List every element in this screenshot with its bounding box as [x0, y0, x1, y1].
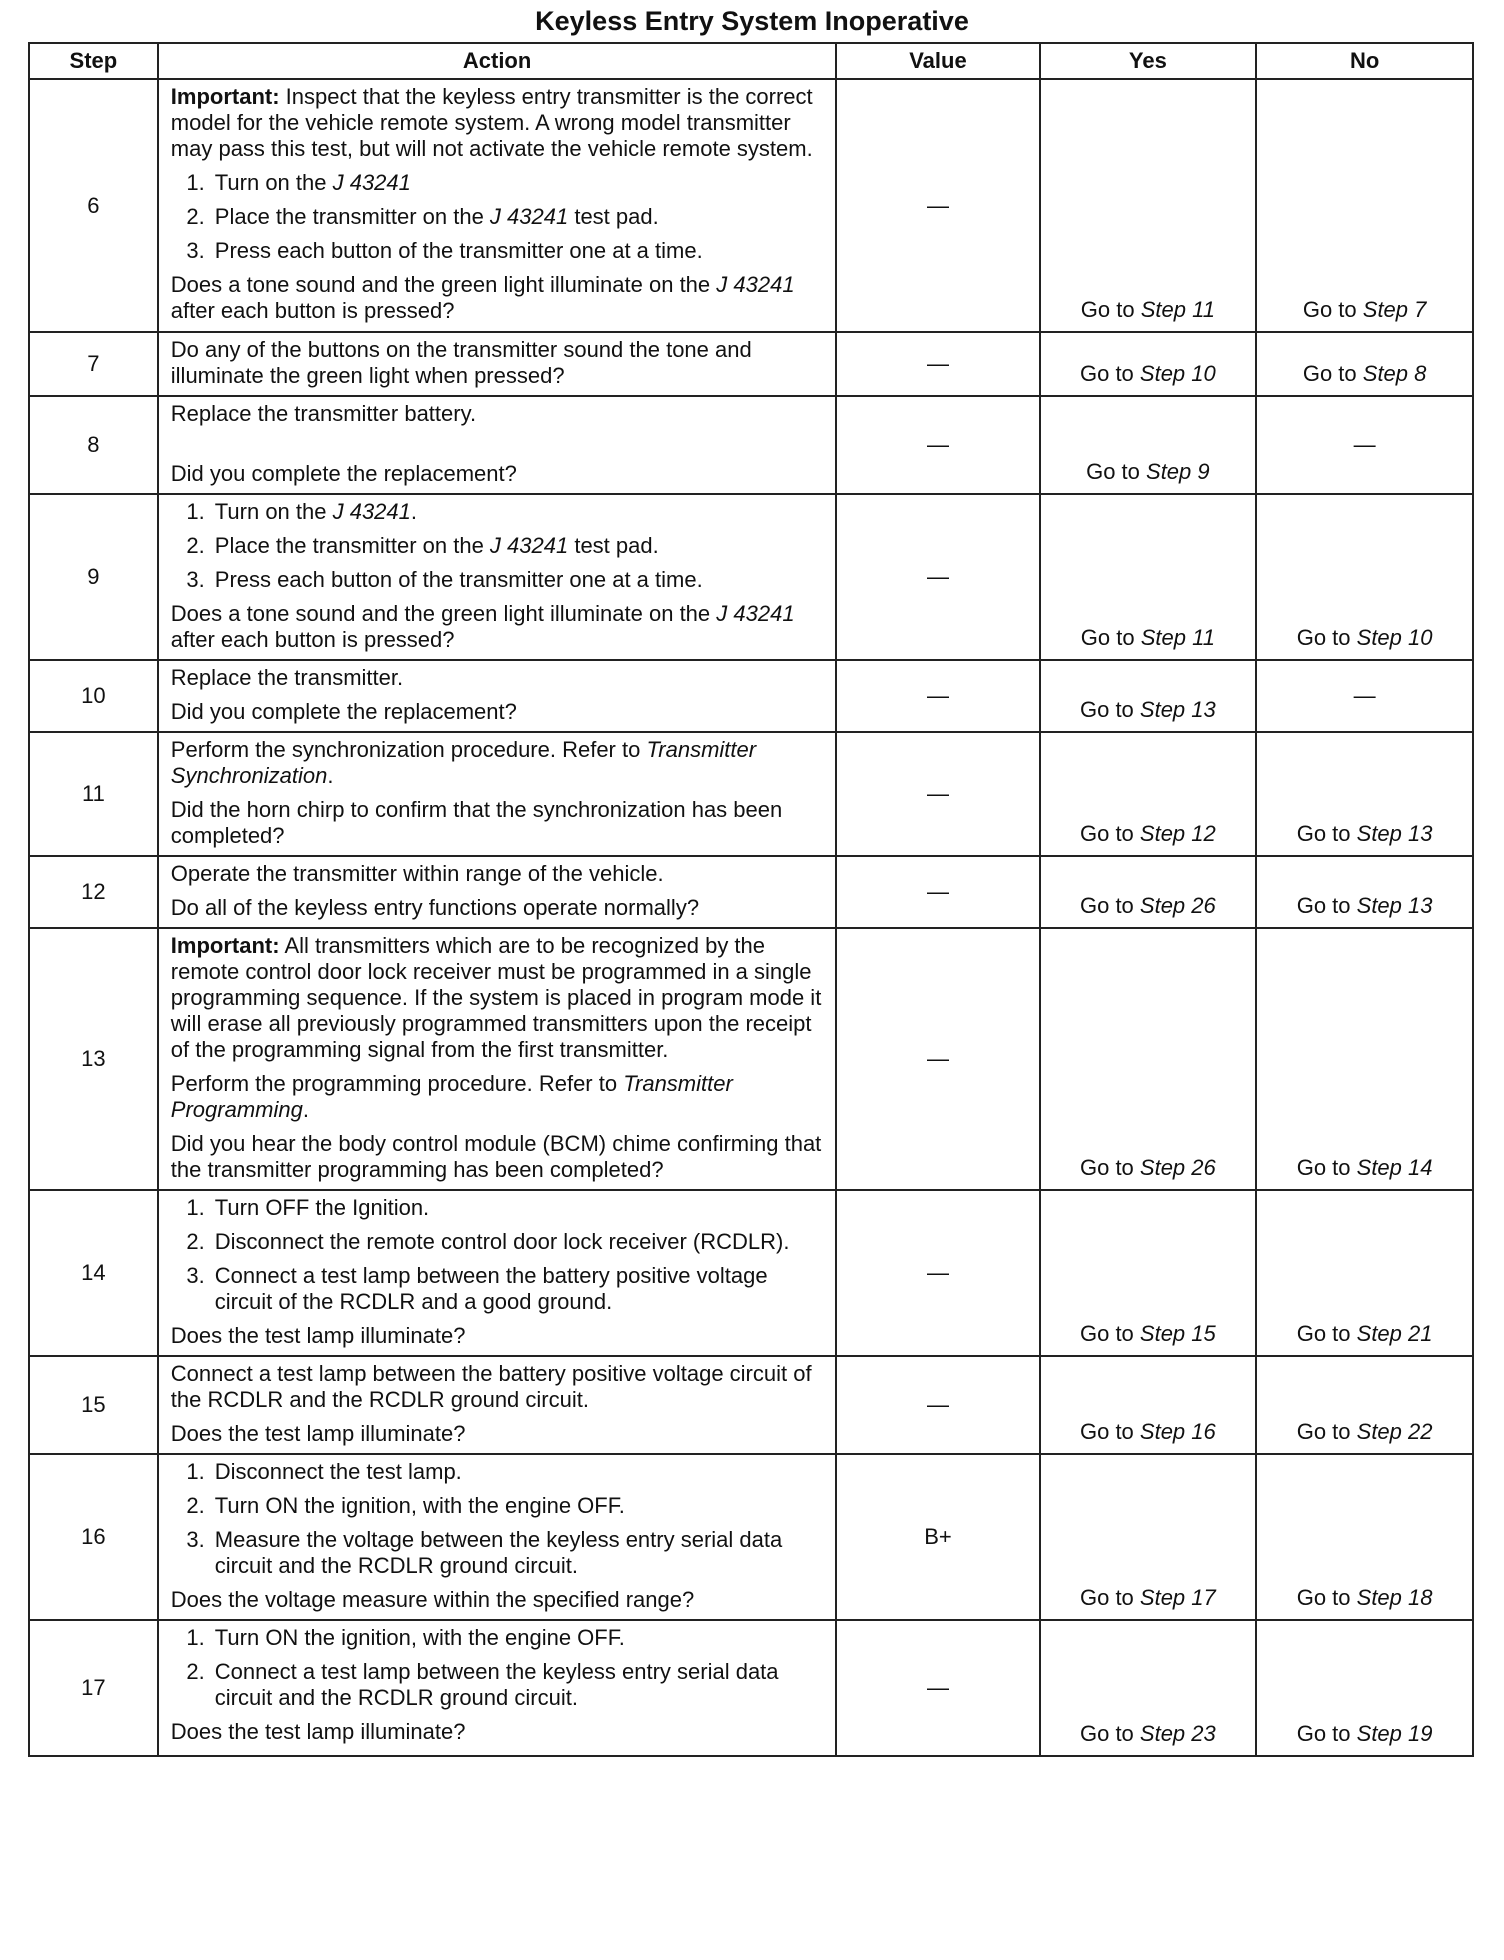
yes-cell [1040, 79, 1257, 332]
go-to-label: Go to [1302, 361, 1363, 386]
go-to-label: Go to [1079, 361, 1140, 386]
go-to-label: Go to [1080, 297, 1141, 322]
go-to-label: Go to [1296, 1419, 1357, 1444]
page-title: Keyless Entry System Inoperative [535, 6, 969, 36]
step-word: Step [1139, 821, 1192, 846]
table-row [29, 1356, 1473, 1454]
no-step-ref: 7 [1414, 297, 1427, 322]
yes-cell [1040, 928, 1257, 1190]
yes-cell [1040, 732, 1257, 856]
question: Does the voltage measure within the specified range? [170, 1587, 695, 1612]
no-step-ref: 13 [1408, 821, 1433, 846]
action-text: Replace the transmitter battery. [170, 401, 477, 426]
important-text: All transmitters which are to be recognized by the remote control door lock receiver must be programmed in a single programming sequence. If the system is placed in program mode it will erase all previously programmed transmitters upon the receipt of the programming signal from the first transmitter. [170, 933, 822, 1062]
no-step-ref: 13 [1408, 893, 1433, 918]
yes-cell [1040, 396, 1257, 494]
step-number: 14 [29, 1190, 158, 1356]
header-value: Value [836, 43, 1039, 79]
no-step-ref: 18 [1408, 1585, 1433, 1610]
list-item [171, 1263, 828, 1315]
yes-cell [1040, 1190, 1257, 1356]
go-to-label: Go to [1296, 1721, 1357, 1746]
important-note [171, 84, 828, 162]
step-number: 10 [29, 660, 158, 732]
value-cell: — [836, 494, 1039, 660]
step-word: Step [1356, 1585, 1409, 1610]
header-action: Action [158, 43, 837, 79]
go-to-label: Go to [1079, 1321, 1140, 1346]
no-step-ref: 19 [1408, 1721, 1433, 1746]
list-number: 2. [186, 1493, 205, 1518]
important-note [171, 933, 828, 1063]
go-to-label: Go to [1296, 893, 1357, 918]
list-item [171, 1659, 828, 1711]
yes-step-ref: 11 [1192, 625, 1215, 650]
list-text: Turn OFF the Ignition. [214, 1195, 430, 1220]
list-number: 1. [186, 1459, 205, 1484]
no-step-ref: 14 [1408, 1155, 1433, 1180]
list-item [171, 567, 828, 593]
diagnostic-table [28, 42, 1474, 1757]
no-cell: — [1256, 660, 1473, 732]
value-cell: — [836, 928, 1039, 1190]
important-label: Important: [170, 84, 280, 109]
list-number: 2. [186, 1229, 205, 1254]
table-row [29, 332, 1473, 396]
step-word: Step [1139, 1321, 1192, 1346]
question-text: Does a tone sound and the green light illuminate on the [170, 272, 717, 297]
yes-step-ref: 13 [1191, 697, 1216, 722]
go-to-label: Go to [1296, 821, 1357, 846]
no-cell [1256, 1620, 1473, 1756]
value-cell: — [836, 1190, 1039, 1356]
table-row [29, 856, 1473, 928]
question: Do all of the keyless entry functions operate normally? [170, 895, 700, 920]
no-cell [1256, 332, 1473, 396]
value-cell: B+ [836, 1454, 1039, 1620]
list-item [171, 204, 828, 230]
no-cell [1256, 1454, 1473, 1620]
list-text: Connect a test lamp between the keyless entry serial data circuit and the RCDLR ground circuit. [214, 1659, 779, 1710]
no-cell [1256, 1190, 1473, 1356]
yes-step-ref: 12 [1191, 821, 1216, 846]
go-to-label: Go to [1079, 1585, 1140, 1610]
go-to-label: Go to [1079, 821, 1140, 846]
action-cell [158, 396, 837, 494]
question: Does the test lamp illuminate? [170, 1323, 466, 1348]
tool-name: J 43241 [489, 204, 569, 229]
important-label: Important: [170, 933, 280, 958]
value-cell: — [836, 79, 1039, 332]
header-row [29, 43, 1473, 79]
go-to-label: Go to [1080, 625, 1141, 650]
step-word: Step [1356, 1155, 1409, 1180]
list-text: test pad. [568, 204, 659, 229]
list-text: Turn ON the ignition, with the engine OFF. [214, 1625, 625, 1650]
no-cell [1256, 856, 1473, 928]
yes-cell [1040, 1356, 1257, 1454]
go-to-label: Go to [1079, 697, 1140, 722]
step-word: Step [1139, 1585, 1192, 1610]
table-row [29, 660, 1473, 732]
step-word: Step [1362, 361, 1415, 386]
no-cell [1256, 79, 1473, 332]
value-cell: — [836, 1620, 1039, 1756]
question: Did you complete the replacement? [170, 699, 517, 724]
step-word: Step [1139, 361, 1192, 386]
value-cell: — [836, 332, 1039, 396]
yes-step-ref: 9 [1197, 459, 1210, 484]
list-item [171, 1229, 828, 1255]
reference-title: Transmitter Synchronization [170, 737, 757, 788]
list-text: Place the transmitter on the [214, 533, 490, 558]
list-text: Disconnect the test lamp. [214, 1459, 462, 1484]
step-number: 7 [29, 332, 158, 396]
question: Did the horn chirp to confirm that the synchronization has been completed? [170, 797, 783, 848]
question: Did you complete the replacement? [170, 461, 517, 486]
action-cell [158, 928, 837, 1190]
action-cell [158, 1190, 837, 1356]
no-step-ref: 21 [1408, 1321, 1433, 1346]
list-number: 1. [186, 170, 205, 195]
yes-cell [1040, 332, 1257, 396]
go-to-label: Go to [1296, 625, 1357, 650]
yes-step-ref: 15 [1191, 1321, 1216, 1346]
question-text: after each button is pressed? [170, 298, 455, 323]
list-item [171, 238, 828, 264]
step-word: Step [1139, 1155, 1192, 1180]
action-text: Connect a test lamp between the battery positive voltage circuit of the RCDLR and the RCDLR ground circuit. [170, 1361, 812, 1412]
go-to-label: Go to [1079, 1419, 1140, 1444]
tool-name: J 43241 [716, 601, 795, 626]
go-to-label: Go to [1302, 297, 1363, 322]
step-number: 16 [29, 1454, 158, 1620]
step-word: Step [1140, 297, 1193, 322]
step-number: 6 [29, 79, 158, 332]
step-word: Step [1146, 459, 1198, 484]
table-row [29, 494, 1473, 660]
go-to-label: Go to [1079, 1721, 1140, 1746]
list-number: 1. [186, 1195, 205, 1220]
question-text: after each button is pressed? [170, 627, 455, 652]
step-number: 9 [29, 494, 158, 660]
important-text: Inspect that the keyless entry transmitter is the correct model for the vehicle remote system. A wrong model transmitter may pass this test, but will not activate the vehicle remote system. [170, 84, 813, 161]
no-step-ref: 10 [1408, 625, 1433, 650]
table-row [29, 1454, 1473, 1620]
value-cell: — [836, 856, 1039, 928]
action-text: . [302, 1097, 309, 1122]
list-number: 3. [186, 567, 205, 592]
step-word: Step [1356, 1721, 1409, 1746]
reference-title: Transmitter Programming [170, 1071, 733, 1122]
action-cell [158, 660, 837, 732]
list-number: 2. [186, 1659, 205, 1684]
yes-cell [1040, 1454, 1257, 1620]
list-text: Turn on the [214, 170, 333, 195]
tool-name: J 43241 [716, 272, 795, 297]
list-item [171, 1459, 828, 1485]
go-to-label: Go to [1296, 1155, 1357, 1180]
step-number: 11 [29, 732, 158, 856]
step-word: Step [1139, 697, 1192, 722]
header-no: No [1256, 43, 1473, 79]
question: Did you hear the body control module (BCM) chime confirming that the transmitter programming has been completed? [170, 1131, 822, 1182]
action-cell [158, 332, 837, 396]
header-yes: Yes [1040, 43, 1257, 79]
no-step-ref: 22 [1408, 1419, 1433, 1444]
list-number: 1. [186, 1625, 205, 1650]
list-item [171, 1625, 828, 1651]
action-cell [158, 732, 837, 856]
question-text: Does a tone sound and the green light illuminate on the [170, 601, 717, 626]
list-number: 1. [186, 499, 205, 524]
action-text: Operate the transmitter within range of the vehicle. [170, 861, 664, 886]
no-cell [1256, 1356, 1473, 1454]
list-number: 2. [186, 204, 205, 229]
list-item [171, 499, 828, 525]
yes-cell [1040, 856, 1257, 928]
question [171, 272, 828, 324]
step-number: 15 [29, 1356, 158, 1454]
yes-step-ref: 16 [1191, 1419, 1216, 1444]
list-item [171, 1527, 828, 1579]
header-step: Step [29, 43, 158, 79]
step-number: 13 [29, 928, 158, 1190]
step-word: Step [1356, 625, 1409, 650]
list-item [171, 1195, 828, 1221]
list-number: 3. [186, 1527, 205, 1552]
step-number: 8 [29, 396, 158, 494]
table-row [29, 79, 1473, 332]
list-text: Press each button of the transmitter one at a time. [214, 567, 703, 592]
list-text: Connect a test lamp between the battery positive voltage circuit of the RCDLR and a good ground. [214, 1263, 768, 1314]
list-text: Turn ON the ignition, with the engine OFF. [214, 1493, 625, 1518]
action-cell [158, 1454, 837, 1620]
question: Do any of the buttons on the transmitter sound the tone and illuminate the green light when pressed? [170, 337, 752, 388]
yes-step-ref: 23 [1191, 1721, 1216, 1746]
value-cell: — [836, 660, 1039, 732]
no-cell [1256, 928, 1473, 1190]
step-word: Step [1356, 821, 1409, 846]
go-to-label: Go to [1079, 893, 1140, 918]
no-step-ref: 8 [1414, 361, 1427, 386]
action-cell [158, 856, 837, 928]
yes-cell [1040, 1620, 1257, 1756]
list-text: Place the transmitter on the [214, 204, 490, 229]
go-to-label: Go to [1296, 1321, 1357, 1346]
step-word: Step [1139, 893, 1192, 918]
yes-step-ref: 26 [1191, 893, 1216, 918]
step-word: Step [1356, 893, 1409, 918]
action-cell [158, 494, 837, 660]
action-cell [158, 1620, 837, 1756]
list-item [171, 170, 828, 196]
step-number: 12 [29, 856, 158, 928]
step-word: Step [1139, 1419, 1192, 1444]
tool-name: J 43241 [332, 499, 411, 524]
table-row [29, 396, 1473, 494]
list-number: 3. [186, 238, 205, 263]
list-text: test pad. [568, 533, 659, 558]
step-number: 17 [29, 1620, 158, 1756]
go-to-label: Go to [1296, 1585, 1357, 1610]
table-row [29, 732, 1473, 856]
list-item [171, 1493, 828, 1519]
list-text: Turn on the [214, 499, 333, 524]
question: Does the test lamp illuminate? [170, 1719, 466, 1744]
list-item [171, 533, 828, 559]
action-text [171, 1071, 828, 1123]
list-text: Press each button of the transmitter one at a time. [214, 238, 703, 263]
action-text [171, 737, 828, 789]
yes-cell [1040, 660, 1257, 732]
step-word: Step [1362, 297, 1415, 322]
table-row [29, 1620, 1473, 1756]
list-number: 2. [186, 533, 205, 558]
table-row [29, 1190, 1473, 1356]
yes-step-ref: 10 [1191, 361, 1216, 386]
value-cell: — [836, 732, 1039, 856]
go-to-label: Go to [1079, 1155, 1140, 1180]
tool-name: J 43241 [489, 533, 569, 558]
list-text: Disconnect the remote control door lock receiver (RCDLR). [214, 1229, 790, 1254]
step-word: Step [1139, 1721, 1192, 1746]
question: Does the test lamp illuminate? [170, 1421, 466, 1446]
step-word: Step [1356, 1321, 1409, 1346]
yes-step-ref: 11 [1192, 297, 1215, 322]
go-to-label: Go to [1086, 459, 1147, 484]
action-cell [158, 1356, 837, 1454]
no-cell [1256, 494, 1473, 660]
yes-step-ref: 17 [1191, 1585, 1216, 1610]
action-text: Replace the transmitter. [170, 665, 404, 690]
list-text: . [410, 499, 418, 524]
no-cell: — [1256, 396, 1473, 494]
step-word: Step [1356, 1419, 1409, 1444]
list-text: Measure the voltage between the keyless entry serial data circuit and the RCDLR ground circuit. [214, 1527, 783, 1578]
value-cell: — [836, 396, 1039, 494]
no-cell [1256, 732, 1473, 856]
question [171, 601, 828, 653]
step-word: Step [1140, 625, 1193, 650]
table-row [29, 928, 1473, 1190]
value-cell: — [836, 1356, 1039, 1454]
action-text: Perform the programming procedure. Refer to [170, 1071, 624, 1096]
action-text: Perform the synchronization procedure. Refer to [170, 737, 647, 762]
tool-name: J 43241 [332, 170, 411, 195]
action-cell [158, 79, 837, 332]
yes-cell [1040, 494, 1257, 660]
action-text: . [327, 763, 334, 788]
yes-step-ref: 26 [1191, 1155, 1216, 1180]
list-number: 3. [186, 1263, 205, 1288]
